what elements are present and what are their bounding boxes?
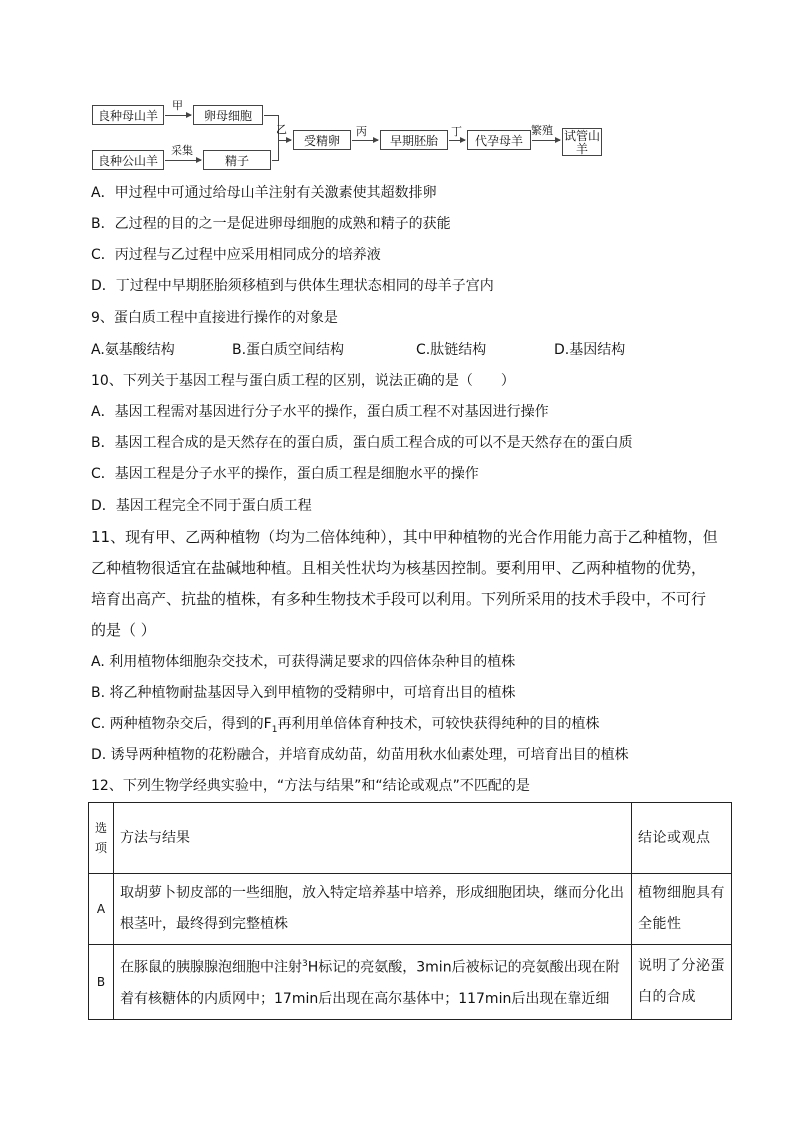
box-zygote: 受精卵 [293,130,351,150]
join-line-top [264,115,278,116]
q10-option-c: C．基因工程是分子水平的操作，蛋白质工程是细胞水平的操作 [91,466,479,482]
row-b-method [114,945,632,1020]
label-ding: 丁 [451,125,462,138]
table-row-b [89,945,732,1020]
row-b-method-pre: 在豚鼠的胰腺腺泡细胞中注射 [120,959,302,976]
box-sperm: 精子 [203,150,271,170]
q9-option-d: D.基因结构 [554,342,626,358]
arrow-ding [449,140,465,141]
q8-option-a: A．甲过程中可通过给母山羊注射有关激素使其超数排卵 [91,185,437,201]
q12-stem: 12、下列生物学经典实验中，“方法与结果”和“结论或观点”不匹配的是 [91,778,530,794]
q11-option-c-sub: 1 [271,724,278,735]
row-b-method-post: H标记的亮氨酸，3min后被标记的亮氨酸出现在附着有核糖体的内质网中；17min后出现在高尔基体中；117min后出现在靠近细 [120,959,620,1007]
q10-option-a: A．基因工程需对基因进行分子水平的操作，蛋白质工程不对基因进行操作 [91,404,549,420]
header-conclusion: 结论或观点 [632,803,732,874]
arrow-yi [279,140,291,141]
row-a-conclusion: 植物细胞具有全能性 [632,874,732,945]
arrow-jia [165,115,191,116]
q11-option-d: D. 诱导两种植物的花粉融合，并培育成幼苗，幼苗用秋水仙素处理，可培育出目的植株 [91,747,629,763]
arrow-caiji [165,160,201,161]
row-b-conclusion: 说明了分泌蛋白的合成 [632,945,732,1020]
q11-stem-line1: 11、现有甲、乙两种植物（均为二倍体纯种），其中甲种植物的光合作用能力高于乙种植物，但 [91,528,718,546]
row-b-key: B [89,945,114,1020]
q9-option-c: C.肽链结构 [416,342,487,358]
box-test-tube-goat: 试管山羊 [563,129,600,156]
q10-option-d: D．基因工程完全不同于蛋白质工程 [91,498,312,514]
q11-option-b: B. 将乙种植物耐盐基因导入到甲植物的受精卵中，可培育出目的植株 [91,685,516,701]
q8-option-b: B．乙过程的目的之一是促进卵母细胞的成熟和精子的获能 [91,216,451,232]
box-oocyte: 卵母细胞 [193,105,263,125]
row-b-method-sup: 3 [302,959,308,969]
label-bing: 丙 [356,125,367,138]
q8-option-d: D．丁过程中早期胚胎须移植到与供体生理状态相同的母羊子宫内 [91,278,494,294]
label-fanzhi: 繁殖 [531,124,553,137]
q11-option-a: A. 利用植物体细胞杂交技术，可获得满足要求的四倍体杂种目的植株 [91,654,516,670]
process-flow-diagram [0,0,794,175]
q9-option-a: A.氨基酸结构 [91,342,175,358]
row-a-method: 取胡萝卜韧皮部的一些细胞，放入特定培养基中培养，形成细胞团块，继而分化出根茎叶，最终得到完整植株 [114,874,632,945]
header-method: 方法与结果 [114,803,632,874]
row-a-key: A [89,874,114,945]
header-option: 选项 [89,803,114,874]
q10-stem: 10、下列关于基因工程与蛋白质工程的区别，说法正确的是（ ） [91,373,515,389]
q10-option-b: B．基因工程合成的是天然存在的蛋白质，蛋白质工程合成的可以不是天然存在的蛋白质 [91,435,633,451]
join-line-vertical [278,115,279,161]
arrow-bing [352,140,378,141]
q12-table [88,802,732,1020]
box-female-goat: 良种母山羊 [92,105,164,125]
q11-option-c [91,714,599,740]
q11-stem-line4: 的是（ ） [91,621,156,639]
q9-stem: 9、蛋白质工程中直接进行操作的对象是 [91,310,338,326]
box-early-embryo: 早期胚胎 [380,130,448,150]
label-yi: 乙 [276,123,287,136]
table-row-a [89,874,732,945]
box-male-goat: 良种公山羊 [92,150,164,170]
q11-option-c-pre: C. 两种植物杂交后，得到的F [91,716,272,732]
q8-option-c: C．丙过程与乙过程中应采用相同成分的培养液 [91,247,381,263]
q11-stem-line3: 培育出高产、抗盐的植株，有多种生物技术手段可以利用。下列所采用的技术手段中，不可行 [91,590,707,608]
box-surrogate: 代孕母羊 [467,130,531,150]
q11-option-c-post: 再利用单倍体育种技术，可较快获得纯种的目的植株 [277,716,600,732]
label-jia: 甲 [172,99,183,112]
q9-option-b: B.蛋白质空间结构 [232,342,345,358]
table-header-row [89,803,732,874]
label-caiji: 采集 [171,144,193,157]
q11-stem-line2: 乙种植物很适宜在盐碱地种植。且相关性状均为核基因控制。要利用甲、乙两种植物的优势， [91,559,707,577]
arrow-fanzhi [532,140,560,141]
